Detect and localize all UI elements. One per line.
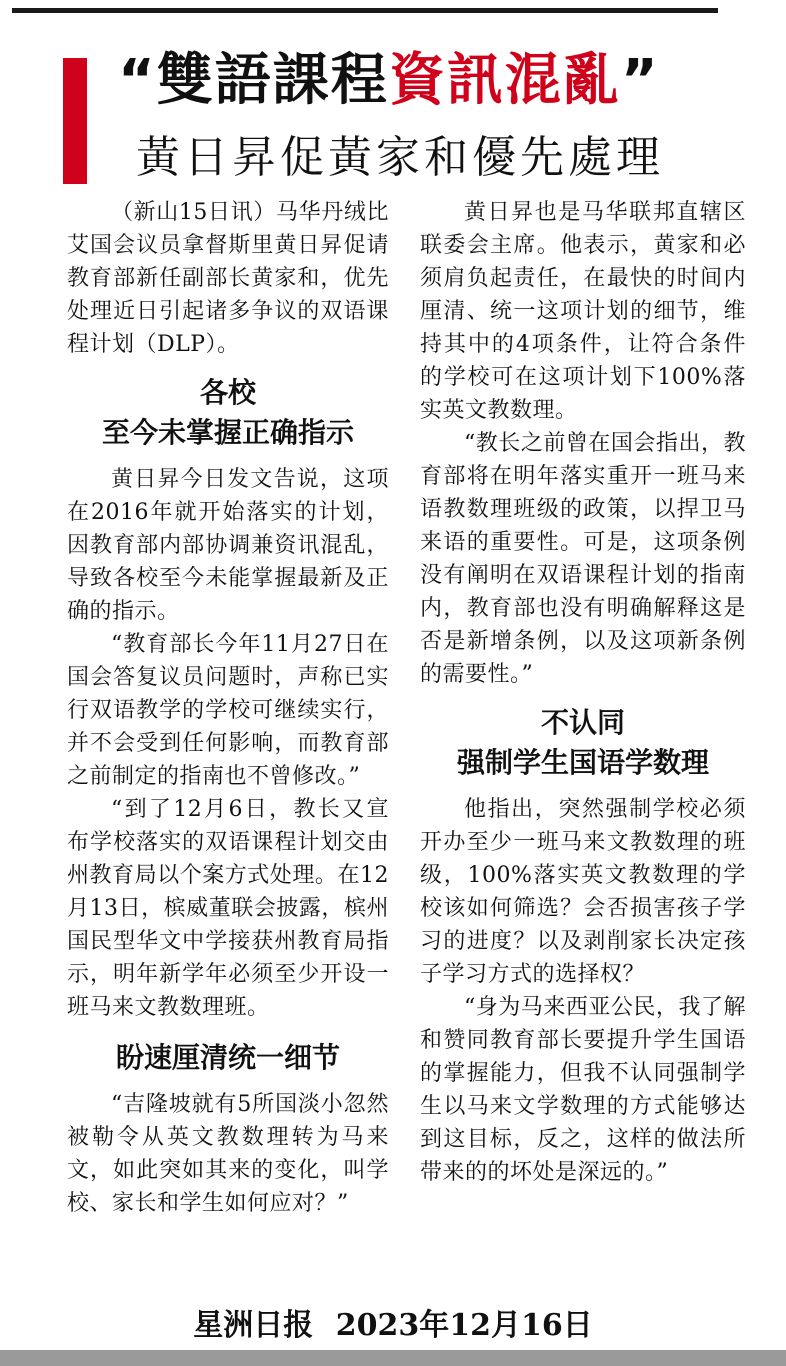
left-subhead-2: 盼速厘清统一细节 [115, 1041, 340, 1074]
left-subhead-1-line-2: 至今未掌握正确指示 [101, 416, 354, 449]
left-paragraph-4: “到了12月6日，教长又宣布学校落实的双语课程计划交由州教育局以个案方式处理。在12月13日，槟威董联会披露，槟州国民型华文中学接获州教育局指示，明年新学年必须至少开设一班马来文教数理班。 [67, 797, 389, 1020]
headline [118, 48, 778, 114]
right-subhead-line-1: 不认同 [540, 706, 625, 739]
right-subhead-line-2: 强制学生国语学数理 [456, 746, 709, 779]
right-paragraph-4: “身为马来西亚公民，我了解和赞同教育部长要提升学生国语的掌握能力，但我不认同强制学生以马来文学数理的方式能够达到这目标，反之，这样的做法所带来的的坏处是深远的。” [420, 995, 746, 1185]
left-paragraph-2: 黄日昇今日发文告说，这项在2016年就开始落实的计划，因教育部内部协调兼资讯混乱，导致各校至今未能掌握最新及正确的指示。 [67, 467, 389, 624]
left-column [67, 196, 389, 1220]
right-column [420, 196, 746, 1189]
subheadline: 黃日昇促黃家和優先處理 [136, 132, 664, 183]
right-paragraph-2: “教长之前曾在国会指出，教育部将在明年落实重开一班马来语教数理班级的政策，以捍卫马来语的重要性。可是，这项条例没有阐明在双语课程计划的指南内，教育部也没有明确解释这是否是新增条例，以及这项新条例的需要性。” [420, 431, 746, 687]
left-paragraph-3: “教育部长今年11月27日在国会答复议员问题时，声称已实行双语教学的学校可继续实行，并不会受到任何影响，而教育部之前制定的指南也不曾修改。” [67, 632, 389, 789]
headline-part1: “雙語課程 [118, 48, 389, 113]
left-subhead-1-line-1: 各校 [199, 376, 256, 409]
top-rule [12, 8, 718, 13]
publication-date: 2023年12月16日 [335, 1308, 593, 1343]
right-paragraph-1: 黄日昇也是马华联邦直辖区联委会主席。他表示，黄家和必须肩负起责任，在最快的时间内厘清、统一这项计划的细节，维持其中的4项条件，让符合条件的学校可在这项计划下100%落实英文教数理。 [420, 200, 746, 423]
bottom-bar [0, 1350, 786, 1366]
newspaper-name: 星洲日报 [193, 1308, 314, 1343]
left-paragraph-5: “吉隆坡就有5所国淡小忽然被勒令从英文教数理转为马来文，如此突如其来的变化，叫学校、家长和学生如何应对？” [67, 1092, 389, 1216]
source-credit [0, 1306, 786, 1346]
headline-red-part: 資訊混亂 [388, 48, 621, 113]
headline-part3: ” [620, 48, 660, 113]
right-paragraph-3: 他指出，突然强制学校必须开办至少一班马来文教数理的班级，100%落实英文教数理的学校该如何筛选？会否损害孩子学习的进度？以及剥削家长决定孩子学习方式的选择权？ [420, 797, 746, 987]
headline-accent-bar [63, 58, 87, 184]
left-paragraph-1: （新山15日讯）马华丹绒比艾国会议员拿督斯里黄日昇促请教育部新任副部长黄家和，优先处理近日引起诸多争议的双语课程计划（DLP）。 [67, 200, 389, 357]
